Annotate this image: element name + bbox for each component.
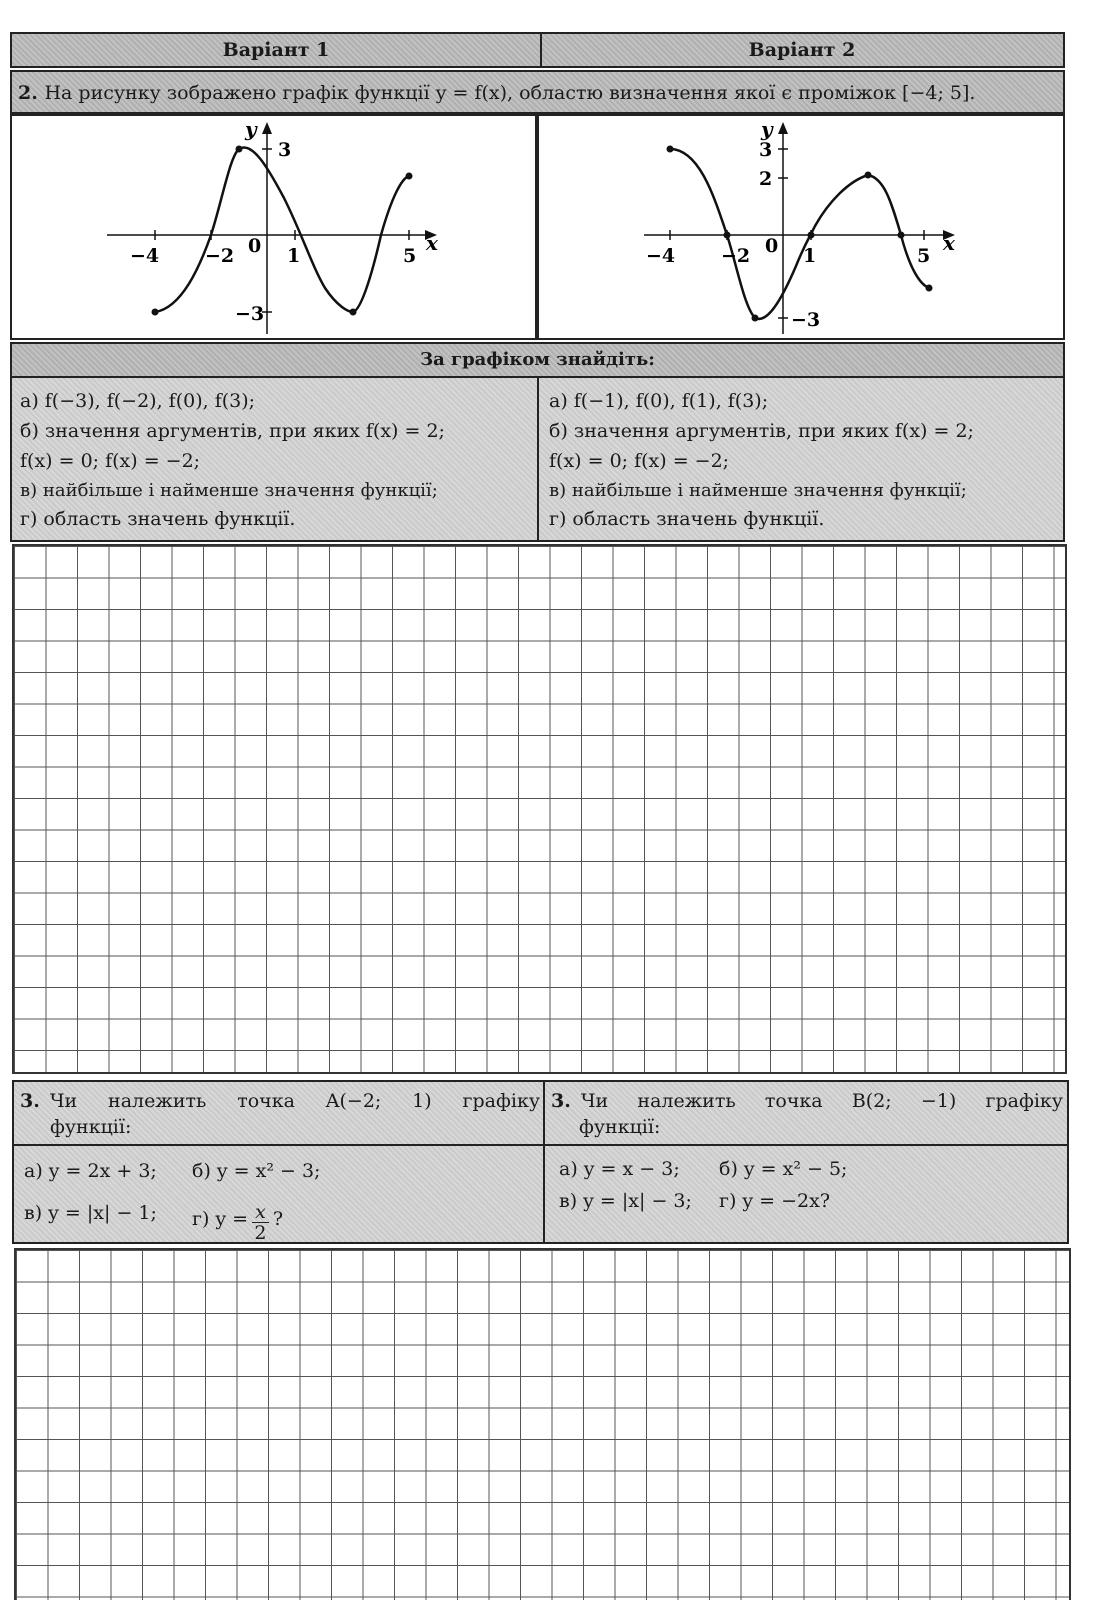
task3-left-c: в) y = |x| − 1; [24, 1202, 157, 1224]
right-item-d: г) область значень функції. [549, 508, 825, 530]
graph1-y-label: y [245, 117, 257, 141]
task2-text [18, 78, 975, 108]
answer-grid-2[interactable] [14, 1248, 1071, 1600]
left-item-a: а) f(−3), f(−2), f(0), f(3); [20, 390, 256, 412]
variant-1-title: Варіант 1 [222, 39, 330, 61]
graph1-tick-y-1: −3 [235, 303, 265, 325]
task3-left-d-prefix: г) y = [192, 1207, 249, 1230]
graph2-tick-y-2: −3 [791, 309, 821, 331]
graph2-tick-y-0: 3 [759, 139, 773, 161]
variant-header-bar [10, 32, 1065, 68]
right-item-a: а) f(−1), f(0), f(1), f(3); [549, 390, 769, 412]
graph1-y-arrow [262, 122, 272, 134]
fraction-denominator: 2 [254, 1222, 267, 1244]
fraction-numerator: x [252, 1202, 269, 1223]
find-items-right [538, 378, 1065, 542]
graph1-x-label: x [426, 231, 438, 255]
graph2-ticks [670, 149, 924, 318]
graph-variant-2 [537, 114, 1065, 340]
task3-right-q1: Чи належить точка B(2; −1) графіку [580, 1090, 1063, 1112]
variant-2-title: Варіант 2 [748, 39, 856, 61]
task3-left-q1: Чи належить точка A(−2; 1) графіку [49, 1090, 540, 1112]
task2-body: На рисунку зображено графік функції y = f(x), областю визначення якої є проміжок [−4; 5]. [44, 82, 976, 104]
graph2-tick-x-1: −2 [721, 245, 751, 267]
task3-right-d: г) y = −2x? [719, 1190, 831, 1212]
task3-left-d [192, 1198, 284, 1244]
graph1-svg [12, 116, 535, 338]
answer-grid-1[interactable] [12, 544, 1067, 1074]
task3-left-number: 3. [20, 1090, 40, 1112]
left-item-d: г) область значень функції. [20, 508, 296, 530]
graph1-points [152, 146, 413, 316]
graph2-y-label: y [761, 117, 773, 141]
task3-right-b: б) y = x² − 5; [719, 1158, 848, 1180]
graph1-tick-y-0: 3 [278, 139, 292, 161]
task2-number: 2. [18, 82, 38, 104]
graph2-tick-x-2: 0 [765, 235, 779, 257]
task3-left-a: а) y = 2x + 3; [24, 1160, 157, 1182]
task3-right-number: 3. [551, 1090, 571, 1112]
right-item-b2: f(x) = 0; f(x) = −2; [549, 450, 730, 472]
task3-left-question [12, 1080, 544, 1146]
find-header: За графіком знайдіть: [10, 342, 1065, 378]
task3-left-options [12, 1146, 544, 1244]
task3-right-question [544, 1080, 1069, 1146]
graph2-svg [539, 116, 1063, 338]
graph1-tick-x-0: −4 [130, 245, 160, 267]
graph2-tick-x-3: 1 [803, 245, 817, 267]
left-item-c: в) найбільше і найменше значення функції; [20, 480, 438, 501]
graph1-tick-x-3: 1 [287, 245, 301, 267]
graph2-tick-x-0: −4 [646, 245, 676, 267]
right-item-b: б) значення аргументів, при яких f(x) = 2; [549, 420, 974, 442]
task3-right-c: в) y = |x| − 3; [559, 1190, 692, 1212]
graph2-curve [670, 149, 929, 319]
graph1-tick-x-2: 0 [248, 235, 262, 257]
left-item-b: б) значення аргументів, при яких f(x) = 2; [20, 420, 445, 442]
find-items-left [10, 378, 538, 542]
task3-left-d-suffix: ? [272, 1207, 284, 1230]
graph2-y-arrow [778, 122, 788, 134]
task3-right-options [544, 1146, 1069, 1244]
graph2-points [667, 146, 933, 322]
graph1-ticks [155, 149, 409, 312]
task3-right-a: а) y = x − 3; [559, 1158, 680, 1180]
graph2-tick-y-1: 2 [759, 168, 773, 190]
task3-left-q2: функції: [50, 1116, 132, 1138]
right-item-c: в) найбільше і найменше значення функції; [549, 480, 967, 501]
task3-right-q2: функції: [579, 1116, 661, 1138]
left-item-b2: f(x) = 0; f(x) = −2; [20, 450, 201, 472]
graph1-curve [155, 147, 409, 312]
task3-left-b: б) y = x² − 3; [192, 1160, 321, 1182]
graph-variant-1 [10, 114, 537, 340]
graph1-tick-x-1: −2 [205, 245, 235, 267]
graph1-tick-x-4: 5 [403, 245, 417, 267]
fraction [252, 1202, 269, 1243]
task2-statement [10, 70, 1065, 114]
graph2-x-label: x [943, 231, 955, 255]
graph2-tick-x-4: 5 [917, 245, 931, 267]
